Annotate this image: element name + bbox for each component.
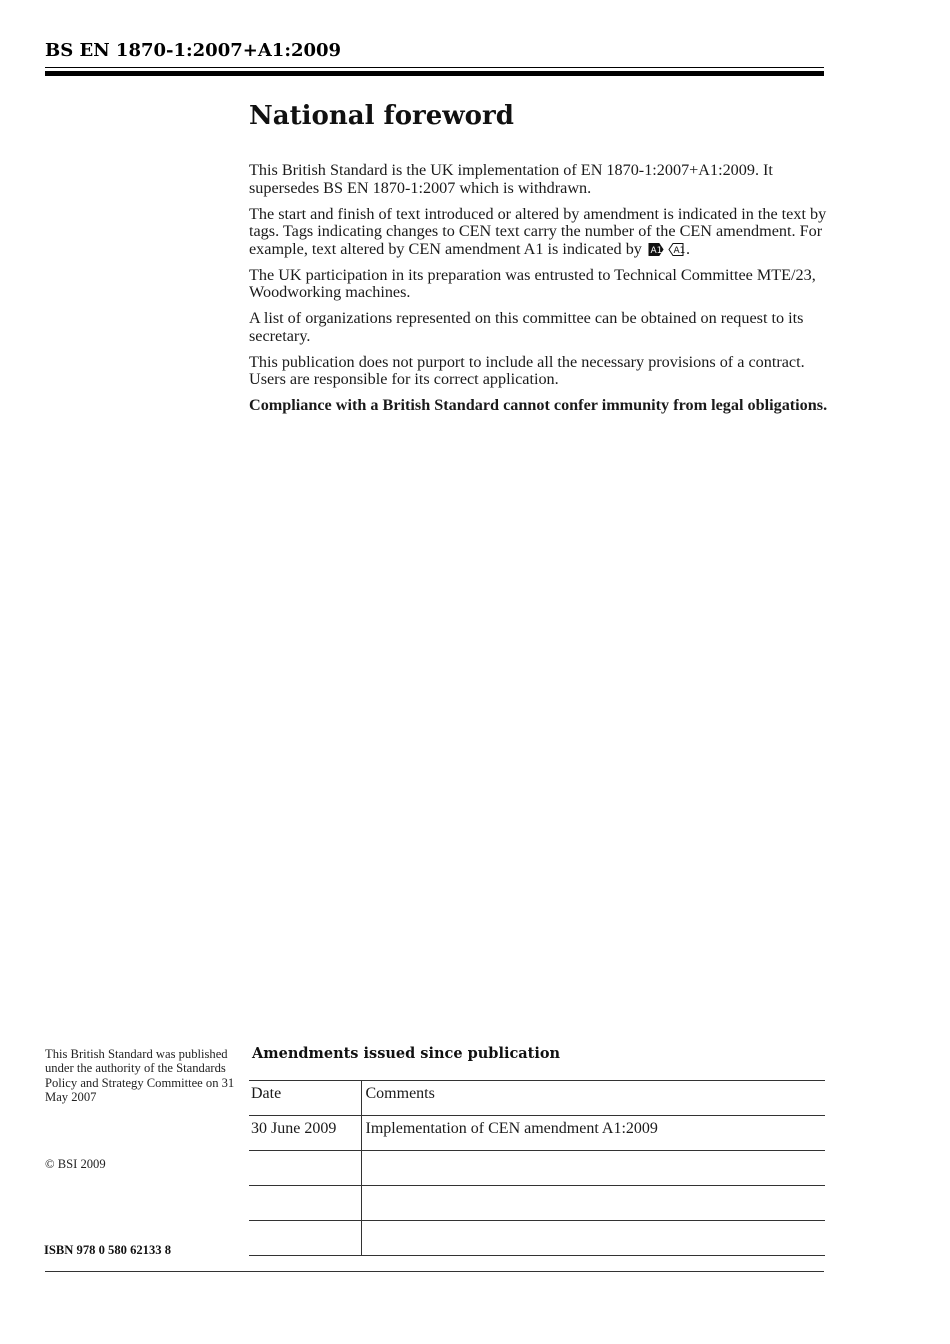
- table-row: [249, 1221, 825, 1256]
- foreword-compliance-notice: Compliance with a British Standard cannot confer immunity from legal obligations.: [249, 396, 828, 414]
- header-thin-rule: [45, 67, 824, 68]
- foreword-paragraph-committee: The UK participation in its preparation was entrusted to Technical Committee MTE/23, Woodworking machines.: [249, 265, 816, 301]
- foreword-paragraph-organizations: A list of organizations represented on this committee can be obtained on request to its secretary.: [249, 309, 804, 345]
- amendment-date: [249, 1186, 361, 1221]
- amendment-close-tag-icon: [668, 243, 684, 256]
- amendment-comment: Implementation of CEN amendment A1:2009: [361, 1116, 825, 1151]
- amendment-tags-text: The start and finish of text introduced or altered by amendment is indicated in the text by tags. Tags indicating changes to CEN text carry the number of the CEN amendment. For example, text altered by CEN amendment A1 is indicated by: [249, 204, 827, 258]
- column-header-comments: Comments: [361, 1081, 825, 1116]
- amendments-table: [249, 1080, 825, 1256]
- table-row: [249, 1151, 825, 1186]
- foreword-paragraph-contract: This publication does not purport to include all the necessary provisions of a contract. Users are responsible for its correct application.: [249, 352, 805, 388]
- page-title: National foreword: [249, 101, 514, 131]
- column-header-date: Date: [249, 1081, 361, 1116]
- amendment-open-tag-icon: [648, 243, 664, 256]
- foreword-body: [249, 162, 829, 423]
- document-id-header: BS EN 1870-1:2007+A1:2009: [45, 40, 342, 61]
- amendment-tags-period: .: [685, 239, 690, 258]
- table-row: [249, 1116, 825, 1151]
- amendment-comment: [361, 1186, 825, 1221]
- isbn: ISBN 978 0 580 62133 8: [44, 1243, 172, 1257]
- publication-note: This British Standard was published under the authority of the Standards Policy and Strategy Committee on 31 May 2007: [45, 1047, 235, 1105]
- amendment-date: 30 June 2009: [249, 1116, 361, 1151]
- foreword-paragraph-amendment-tags: [249, 206, 829, 259]
- amendments-heading: Amendments issued since publication: [252, 1045, 561, 1062]
- amendment-comment: [361, 1151, 825, 1186]
- amendment-open-tag-label: A1: [650, 245, 663, 256]
- amendment-date: [249, 1221, 361, 1256]
- amendment-comment: [361, 1221, 825, 1256]
- amendment-close-tag-label: A1: [673, 245, 686, 256]
- header-thick-rule: [45, 71, 824, 76]
- footer-rule: [45, 1271, 824, 1272]
- copyright-notice: © BSI 2009: [45, 1157, 106, 1171]
- amendment-date: [249, 1151, 361, 1186]
- table-row: [249, 1186, 825, 1221]
- table-header-row: [249, 1081, 825, 1116]
- foreword-paragraph-implementation: This British Standard is the UK implementation of EN 1870-1:2007+A1:2009. It supersedes BS EN 1870-1:2007 which is withdrawn.: [249, 161, 773, 197]
